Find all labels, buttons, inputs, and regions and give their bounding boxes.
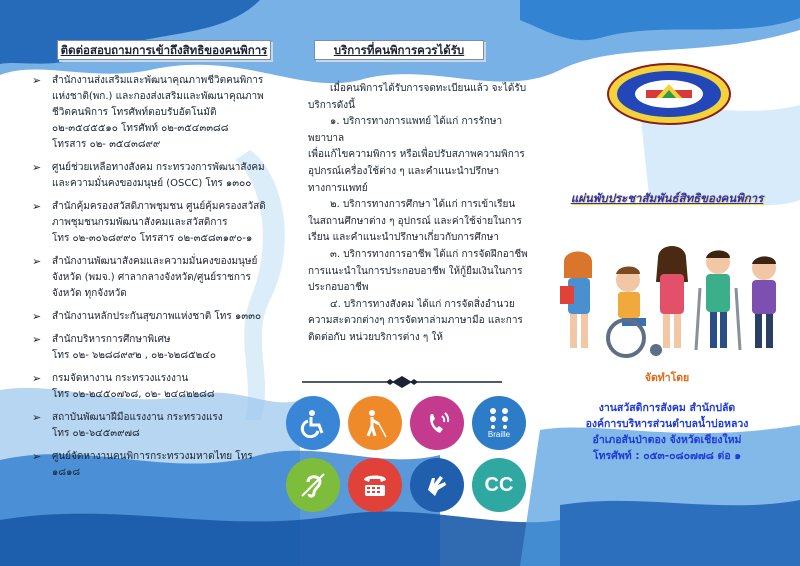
contact-line: สำนักงานหลักประกันสุขภาพแห่งชาติ โทร ๑๓๓๐ — [52, 311, 262, 322]
contact-line: ๐๒-๓๕๔๕๕๑๐ โทรศัพท์ ๐๒-๓๕๔๓๓๘๘ — [52, 123, 229, 134]
arrow-bullet-icon: ➢ — [32, 372, 42, 385]
org-line: อำเภอสันป่าตอง จังหวัดเชียงใหม่ — [592, 434, 742, 446]
contact-line: โทรสาร ๐๒- ๓๕๔๓๘๙๙ — [52, 139, 161, 150]
service-paragraph: ๒. บริการทางการศึกษา ได้แก่ การเข้าเรียน ในสถานศึกษาต่าง ๆ อุปกรณ์ และค่าใช้จ่ายในการเรียน และคำแนะนำปรึกษาเกี่ยวกับการศึกษา — [308, 199, 522, 244]
organization-seal — [606, 62, 732, 126]
right-panel — [534, 0, 800, 566]
contact-item — [30, 199, 270, 247]
arrow-bullet-icon: ➢ — [32, 310, 42, 323]
contact-item — [30, 410, 270, 442]
org-line: องค์การบริหารส่วนตำบลน้ำบ่อหลวง — [585, 418, 749, 430]
org-line: งานสวัสดิการสังคม สำนักปลัด — [598, 402, 736, 414]
arrow-bullet-icon: ➢ — [32, 255, 42, 268]
contact-line: และความมั่นคงของมนุษย์ (OSCC) โทร ๑๓๐๐ — [52, 178, 252, 189]
braille-icon — [472, 396, 526, 450]
contact-list — [30, 73, 270, 488]
made-by-label: จัดทำโดย — [644, 372, 690, 384]
contact-item — [30, 254, 270, 302]
sign-language-icon — [410, 458, 464, 512]
contact-line: แห่งชาติ(พก.) และกองส่งเสริมและพัฒนาคุณภาพ — [52, 91, 264, 102]
contact-line: โทร ๐๒- ๖๒๘๘๙๙๒ , ๐๒-๖๒๘๕๒๔๐ — [52, 350, 216, 361]
left-panel — [0, 0, 266, 566]
contact-line: โทร ๐๒-๓๐๖๘๙๙๐ โทรสาร ๐๒-๓๕๘๓๑๙๐-๑ — [52, 233, 253, 244]
contact-line: จังหวัด ทุกจังหวัด — [52, 288, 127, 299]
contact-line: สถาบันพัฒนาฝีมือแรงงาน กระทรวงแรง — [52, 412, 223, 423]
braille-label: Braille — [487, 430, 511, 439]
arrow-bullet-icon: ➢ — [32, 333, 42, 346]
contact-line: ชีวิตคนพิการ โทรศัพท์ตอบรับอัตโนมัติ — [52, 107, 217, 118]
contact-line: สำนักคุ้มครองสวัสดิภาพชุมชน ศูนย์คุ้มครองสวัสดิ — [52, 201, 266, 212]
volume-phone-icon — [410, 396, 464, 450]
arrow-bullet-icon: ➢ — [32, 74, 42, 87]
arrow-bullet-icon: ➢ — [32, 161, 42, 174]
wheelchair-icon — [286, 396, 340, 450]
service-paragraph: ๔. บริการทางสังคม ได้แก่ การจัดสิ่งอำนวยความสะดวกต่างๆ การจัดหาล่ามภาษามือ และการติดต่อกับ หน่วยบริการต่าง ๆ ให้ — [308, 298, 523, 343]
contact-item — [30, 309, 270, 325]
brochure-title: แผ่นพับประชาสัมพันธ์สิทธิของคนพิการ — [570, 191, 764, 205]
contact-line: จังหวัด (พมจ.) ศาลากลางจังหวัด/ศูนย์ราชการ — [52, 272, 251, 283]
ornament-divider — [302, 376, 502, 388]
contact-item — [30, 449, 270, 481]
contact-item — [30, 160, 270, 192]
tty-icon — [348, 458, 402, 512]
contact-line: สำนักบริหารการศึกษาพิเศษ — [52, 334, 171, 345]
contact-line: ภาพชุมชนกรมพัฒนาสังคมและสวัสดิการ — [52, 217, 228, 228]
contact-line: กรมจัดหางาน กระทรวงแรงงาน — [52, 373, 189, 384]
contact-item — [30, 332, 270, 364]
service-paragraph: เพื่อแก้ไขความพิการ หรือเพื่อปรับสภาพความพิการ อุปกรณ์เครื่องใช้ต่าง ๆ และคำแนะนำปรึกษาทางการแพทย์ — [308, 149, 525, 194]
org-phone: โทรศัพท์ : ๐๕๓-๐๘๐๗๗๘ ต่อ ๑ — [592, 450, 742, 462]
contact-item — [30, 371, 270, 403]
contact-item — [30, 73, 270, 153]
contact-line: สำนักงานส่งเสริมและพัฒนาคุณภาพชีวิตคนพิการ — [52, 75, 264, 86]
organizer-block — [534, 370, 800, 464]
service-paragraph: ๓. บริการทางการอาชีพ ได้แก่ การจัดฝึกอาชีพ การแนะนำในการประกอบอาชีพ ให้กู้ยืมเงินในการประกอบอาชีพ — [308, 248, 528, 294]
hearing-ear-icon — [286, 458, 340, 512]
middle-panel — [268, 0, 534, 566]
contact-line: โทร ๐๒-๒๔๕๐๗๖๘, ๐๒- ๒๔๘๒๒๘๘ — [52, 389, 215, 400]
closed-caption-icon — [472, 458, 526, 512]
arrow-bullet-icon: ➢ — [32, 411, 42, 424]
contact-line: โทร ๐๒-๖๔๕๓๙๗๘ — [52, 428, 140, 439]
arrow-bullet-icon: ➢ — [32, 450, 42, 463]
arrow-bullet-icon: ➢ — [32, 200, 42, 213]
contact-line: ศูนย์จัดหางานคนพิการกระทรวงมหาดไทย โทร ๑๘๑๘ — [52, 451, 253, 478]
contact-header: ติดต่อสอบถามการเข้าถึงสิทธิของคนพิการ — [57, 40, 271, 60]
contact-line: สำนักงานพัฒนาสังคมและความมั่นคงของมนุษย์ — [52, 256, 258, 267]
cc-label: CC — [484, 473, 514, 496]
service-paragraph: ๑. บริการทางการแพทย์ ได้แก่ การรักษาพยาบาล — [308, 116, 503, 144]
services-text — [308, 81, 530, 347]
children-illustration — [550, 238, 790, 360]
services-header: บริการที่คนพิการควรได้รับ — [314, 40, 484, 60]
blind-cane-icon — [348, 396, 402, 450]
contact-line: ศูนย์ช่วยเหลือทางสังคม กระทรวงการพัฒนาสังคม — [52, 162, 265, 173]
service-paragraph: เมื่อคนพิการได้รับการจดทะเบียนแล้ว จะได้รับบริการดังนี้ — [308, 83, 527, 111]
